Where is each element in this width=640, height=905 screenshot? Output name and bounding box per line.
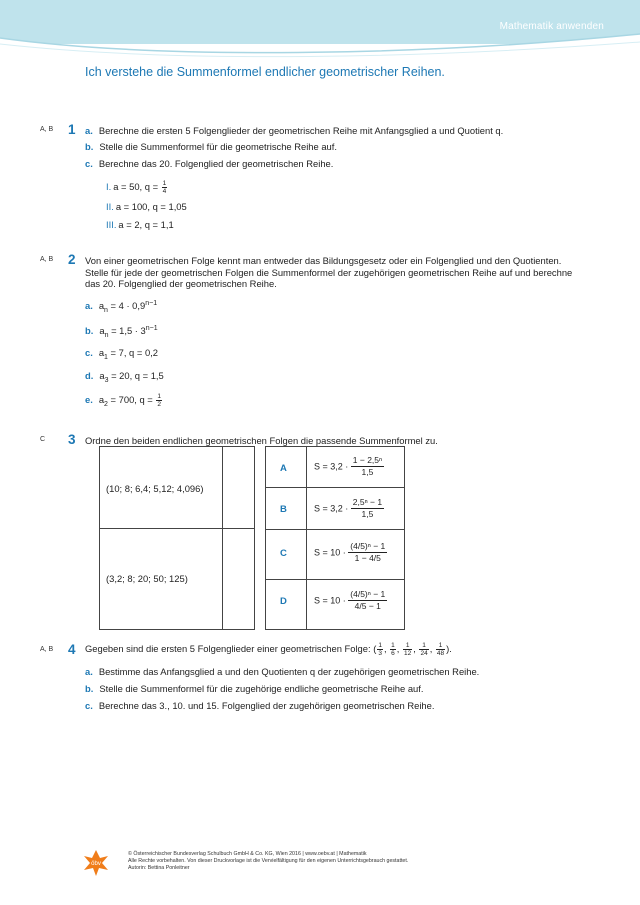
task3-level: C <box>40 436 46 443</box>
task1-level: A, B <box>40 126 54 133</box>
formula-table <box>265 446 405 630</box>
sequence-cell-2 <box>100 529 223 629</box>
task2-level: A, B <box>40 256 54 263</box>
task2-item-e: e. $a_2 = 700$, q = $\frac{1}{2}$ <box>85 393 162 408</box>
task2-item-a: a. $a_n = 4 \cdot 0,9^{n-1}$ <box>85 300 158 314</box>
formula-b: S = 3,2 · $\frac{\text{2,5ⁿ − 1}}{1,5}$ <box>314 497 383 519</box>
task2-number: 2 <box>68 252 76 267</box>
task1-c: c. Berechne das 20. Folgenglied der geometrischen Reihe. <box>85 158 334 169</box>
task4-b: b. Stelle die Summenformel für die zugehörige endliche geometrische Reihe auf. <box>85 683 424 694</box>
task1-case-1: I. a = 50, q = $\frac{1}{4}$ <box>106 180 167 195</box>
task1-a: a. Berechne die ersten 5 Folgenglieder der geometrischen Reihe mit Anfangsglied a und Quotient q. <box>85 125 504 136</box>
task3-number: 3 <box>68 432 76 447</box>
task4-level: A, B <box>40 646 54 653</box>
sequence-2: (3,2; 8; 20; 50; 125) <box>106 573 188 584</box>
footer-copyright: © Österreichischer Bundesverlag Schulbuch GmbH & Co. KG, Wien 2016 | www.oebv.at | Mathematik <box>128 851 367 857</box>
task4-a: a. Bestimme das Anfangsglied a und den Quotienten q der zugehörigen geometrischen Reihe. <box>85 666 480 677</box>
task1-number: 1 <box>68 122 76 137</box>
option-label-b: B <box>280 504 287 515</box>
task2-item-d: d. $a_3 = 20$, q = 1,5 <box>85 370 164 384</box>
task3-intro: Ordne den beiden endlichen geometrischen Folgen die passende Summenformel zu. <box>85 435 438 446</box>
sequence-table <box>99 446 255 630</box>
option-label-a: A <box>280 463 287 474</box>
footer <box>128 851 408 871</box>
answer-box-1[interactable] <box>223 447 254 528</box>
task2-intro: Von einer geometrischen Folge kennt man entweder das Bildungsgesetz oder ein Folgenglied und den Quotienten. Stelle für jede der geometrischen Folgen die Summenformel der zugehörigen geometrischen Reihe auf und berechne das 20. Folgenglied der geometrischen Reihe. <box>85 255 573 290</box>
task2-item-b: b. $a_n = 1,5 \cdot 3^{n-1}$ <box>85 325 158 339</box>
task1-b: b. Stelle die Summenformel für die geometrische Reihe auf. <box>85 141 337 152</box>
formula-d: S = 10 · $\frac{\text{(4/5)ⁿ − 1}}{4/5 - 1}$ <box>314 589 386 611</box>
task1-case-2: II. a = 100, q = 1,05 <box>106 201 187 212</box>
task1-case-3: III. a = 2, q = 1,1 <box>106 219 174 230</box>
option-label-c: C <box>280 548 287 559</box>
formula-a: S = 3,2 · $\frac{\text{1 − 2,5ⁿ}}{1,5}$ <box>314 455 383 477</box>
footer-rights: Alle Rechte vorbehalten. Von dieser Druckvorlage ist die Vervielfältigung für den eigenen Unterrichtsgebrauch gestattet. <box>128 857 409 864</box>
logo-text: öbv <box>91 861 101 867</box>
answer-box-2[interactable] <box>223 529 254 629</box>
formula-c: S = 10 · $\frac{\text{(4/5)ⁿ − 1}}{1 - 4/5}$ <box>314 541 386 563</box>
sequence-1: (10; 8; 6,4; 5,12; 4,096) <box>106 483 204 494</box>
page-title: Ich verstehe die Summenformel endlicher geometrischer Reihen. <box>85 65 445 79</box>
task4-number: 4 <box>68 642 76 657</box>
oebv-logo-icon <box>82 848 110 878</box>
section-label: Mathematik anwenden <box>499 21 604 32</box>
option-label-d: D <box>280 596 287 607</box>
footer-author: Autorin: Bettina Ponleitner <box>128 864 190 871</box>
page-header <box>0 0 640 100</box>
task4-intro: Gegeben sind die ersten 5 Folgenglieder einer geometrischen Folge: ( $\frac{1}{3}$ , $\frac{1}{6}$ , $\frac{1}{12}$ , $\frac{1}{24}$ , $\frac{1}{48}$ ). <box>85 642 452 657</box>
task4-c: c. Berechne das 3., 10. und 15. Folgenglied der zugehörigen geometrischen Reihe. <box>85 700 435 711</box>
sequence-cell-1 <box>100 447 223 528</box>
task2-item-c: c. $a_1 = 7$, q = 0,2 <box>85 347 158 361</box>
